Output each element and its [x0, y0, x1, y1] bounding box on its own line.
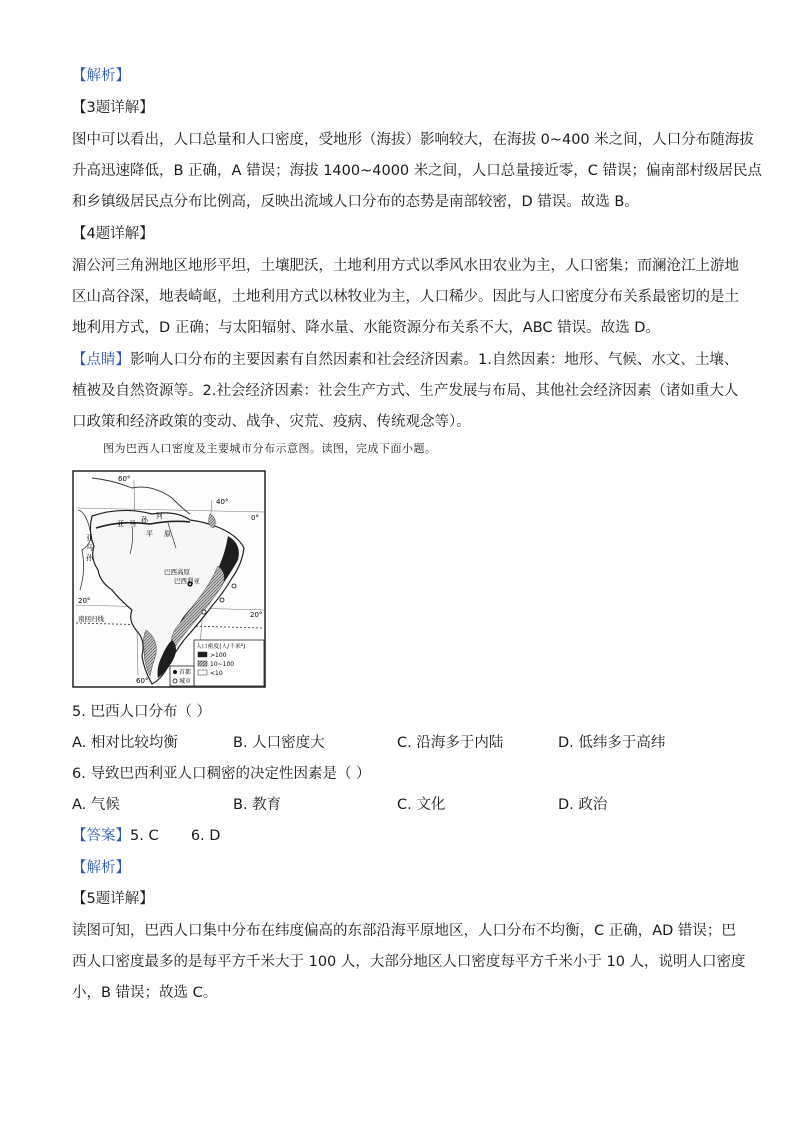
brazil-population-map [72, 470, 266, 688]
key-point-text: 影响人口分布的主要因素有自然因素和社会经济因素。1.自然因素：地形、气候、水文、土壤、 [130, 352, 739, 368]
q3-explanation-line: 和乡镇级居民点分布比例高，反映出流域人口分布的态势是南部较密，D 错误。故选 B。 [72, 194, 639, 210]
q5-explanation-line: 小，B 错误；故选 C。 [72, 985, 218, 1001]
answer-text: 5. C 6. D [130, 828, 221, 844]
legend-capital: 首都 [179, 669, 192, 676]
amazon-plain-label: 亚 [86, 534, 93, 542]
map-legend [194, 640, 264, 686]
key-point-line [72, 350, 738, 370]
city-marker [220, 598, 224, 602]
q5-option-c[interactable]: C. 沿海多于内陆 [397, 735, 504, 751]
q4-detail-label: 【4题详解】 [72, 226, 154, 242]
q4-explanation-line: 地利用方式，D 正确；与太阳辐射、降水量、水能资源分布关系不大，ABC 错误。故选 D。 [72, 320, 660, 336]
q5-explanation-line: 西人口密度最多的是每平方千米大于 100 人，大部分地区人口密度每平方千米小于 10 人，说明人口密度 [72, 954, 746, 970]
lat-label: 20° [78, 597, 91, 605]
lon-label: 60° [118, 475, 131, 483]
city-legend [170, 666, 194, 686]
key-point-line: 植被及自然资源等。2.社会经济因素：社会生产方式、生产发展与布局、其他社会经济因素（诸如重大人 [72, 383, 739, 399]
legend-low: <10 [210, 670, 223, 677]
q5-option-a[interactable]: A. 相对比较均衡 [72, 735, 178, 751]
q4-explanation-line: 区山高谷深，地表崎岖，土地利用方式以林牧业为主，人口稀少。因此与人口密度分布关系最密切的是土 [72, 289, 739, 305]
figure-caption: 图为巴西人口密度及主要城市分布示意图。读图，完成下面小题。 [103, 442, 437, 455]
key-point-label: 【点睛】 [72, 352, 130, 368]
answer-line [72, 826, 220, 846]
amazon-label: 马 [129, 520, 136, 528]
amazon-plain-label: 原 [164, 530, 171, 538]
question-6-stem: 6. 导致巴西利亚人口稠密的决定性因素是（ ） [72, 766, 371, 782]
q5-detail-label: 【5题详解】 [72, 891, 154, 907]
legend-mid: 10~100 [210, 661, 235, 668]
q3-explanation-line: 图中可以看出，人口总量和人口密度，受地形（海拔）影响较大，在海拔 0~400 米之间，人口分布随海拔 [72, 132, 754, 148]
q6-option-a[interactable]: A. 气候 [72, 797, 120, 813]
tropic-label: 南回归线 [78, 615, 104, 623]
city-marker [202, 610, 206, 614]
question-5-stem: 5. 巴西人口分布（ ） [72, 704, 212, 720]
amazon-label: 亚 [117, 520, 124, 528]
highland-label: 巴西高原 [164, 568, 190, 576]
q5-option-b[interactable]: B. 人口密度大 [233, 735, 325, 751]
q3-detail-label: 【3题详解】 [72, 100, 154, 116]
legend-title: 人口密度(人/千米²) [196, 644, 246, 650]
amazon-label: 河 [156, 512, 163, 520]
amazon-plain-label: 孙 [86, 554, 93, 562]
key-point-line: 口政策和经济政策的变动、战争、灾荒、疫病、传统观念等）。 [72, 414, 471, 430]
q3-explanation-line: 升高迅速降低，B 正确，A 错误；海拔 1400~4000 米之间，人口总量接近零，C 错误；偏南部村级居民点 [72, 163, 762, 179]
legend-high: >100 [210, 652, 227, 659]
answer-label: 【答案】 [72, 828, 130, 844]
brasilia-label: 巴西利亚 [174, 577, 200, 585]
legend-city: 城市 [179, 678, 192, 685]
lat-label: 0° [251, 514, 259, 522]
analysis-label: 【解析】 [72, 860, 130, 876]
lat-label: 20° [250, 611, 263, 619]
lon-label: 40° [216, 498, 229, 506]
analysis-label: 【解析】 [72, 68, 130, 84]
amazon-plain-label: 马 [86, 544, 93, 552]
amazon-plain-label: 平 [146, 530, 153, 538]
q6-option-c[interactable]: C. 文化 [397, 797, 446, 813]
q4-explanation-line: 湄公河三角洲地区地形平坦，土壤肥沃，土地利用方式以季风水田农业为主，人口密集；而澜沧江上游地 [72, 258, 739, 274]
lon-label: 60° [136, 677, 149, 685]
q6-option-b[interactable]: B. 教育 [233, 797, 282, 813]
amazon-label: 孙 [141, 516, 148, 524]
q5-explanation-line: 读图可知，巴西人口集中分布在纬度偏高的东部沿海平原地区，人口分布不均衡，C 正确，AD 错误；巴 [72, 923, 736, 939]
q6-option-d[interactable]: D. 政治 [558, 797, 608, 813]
q5-option-d[interactable]: D. 低纬多于高纬 [558, 735, 666, 751]
city-marker [232, 584, 236, 588]
